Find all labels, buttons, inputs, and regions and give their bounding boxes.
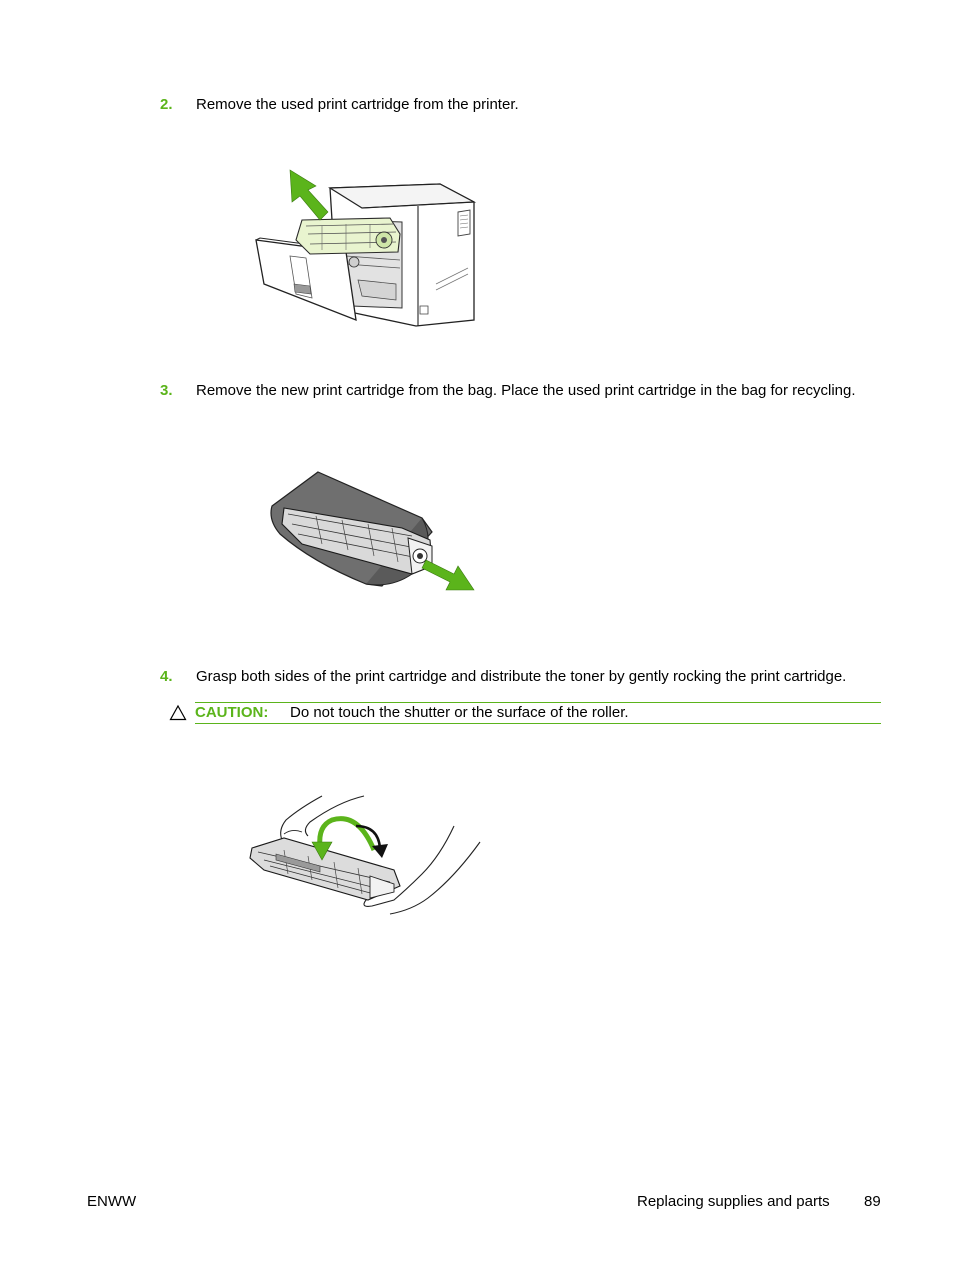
footer-section-title: Replacing supplies and parts [637,1193,830,1210]
step-number: 4. [160,668,173,685]
printer-remove-cartridge-illustration [250,160,480,335]
caution-note [195,702,881,724]
step-number: 3. [160,382,173,399]
step-text: Remove the new print cartridge from the bag. Place the used print cartridge in the bag for recycling. [196,382,856,399]
caution-label: CAUTION: [195,704,269,721]
footer-left: ENWW [87,1193,137,1210]
step-text: Remove the used print cartridge from the printer. [196,96,519,113]
cartridge-bag-illustration [262,462,484,598]
caution-text: Do not touch the shutter or the surface of the roller. [290,704,629,721]
caution-triangle-icon [169,704,187,722]
footer-page-number: 89 [864,1193,881,1210]
rock-cartridge-illustration [244,790,484,920]
step-text: Grasp both sides of the print cartridge and distribute the toner by gently rocking the print cartridge. [196,668,847,685]
step-number: 2. [160,96,173,113]
